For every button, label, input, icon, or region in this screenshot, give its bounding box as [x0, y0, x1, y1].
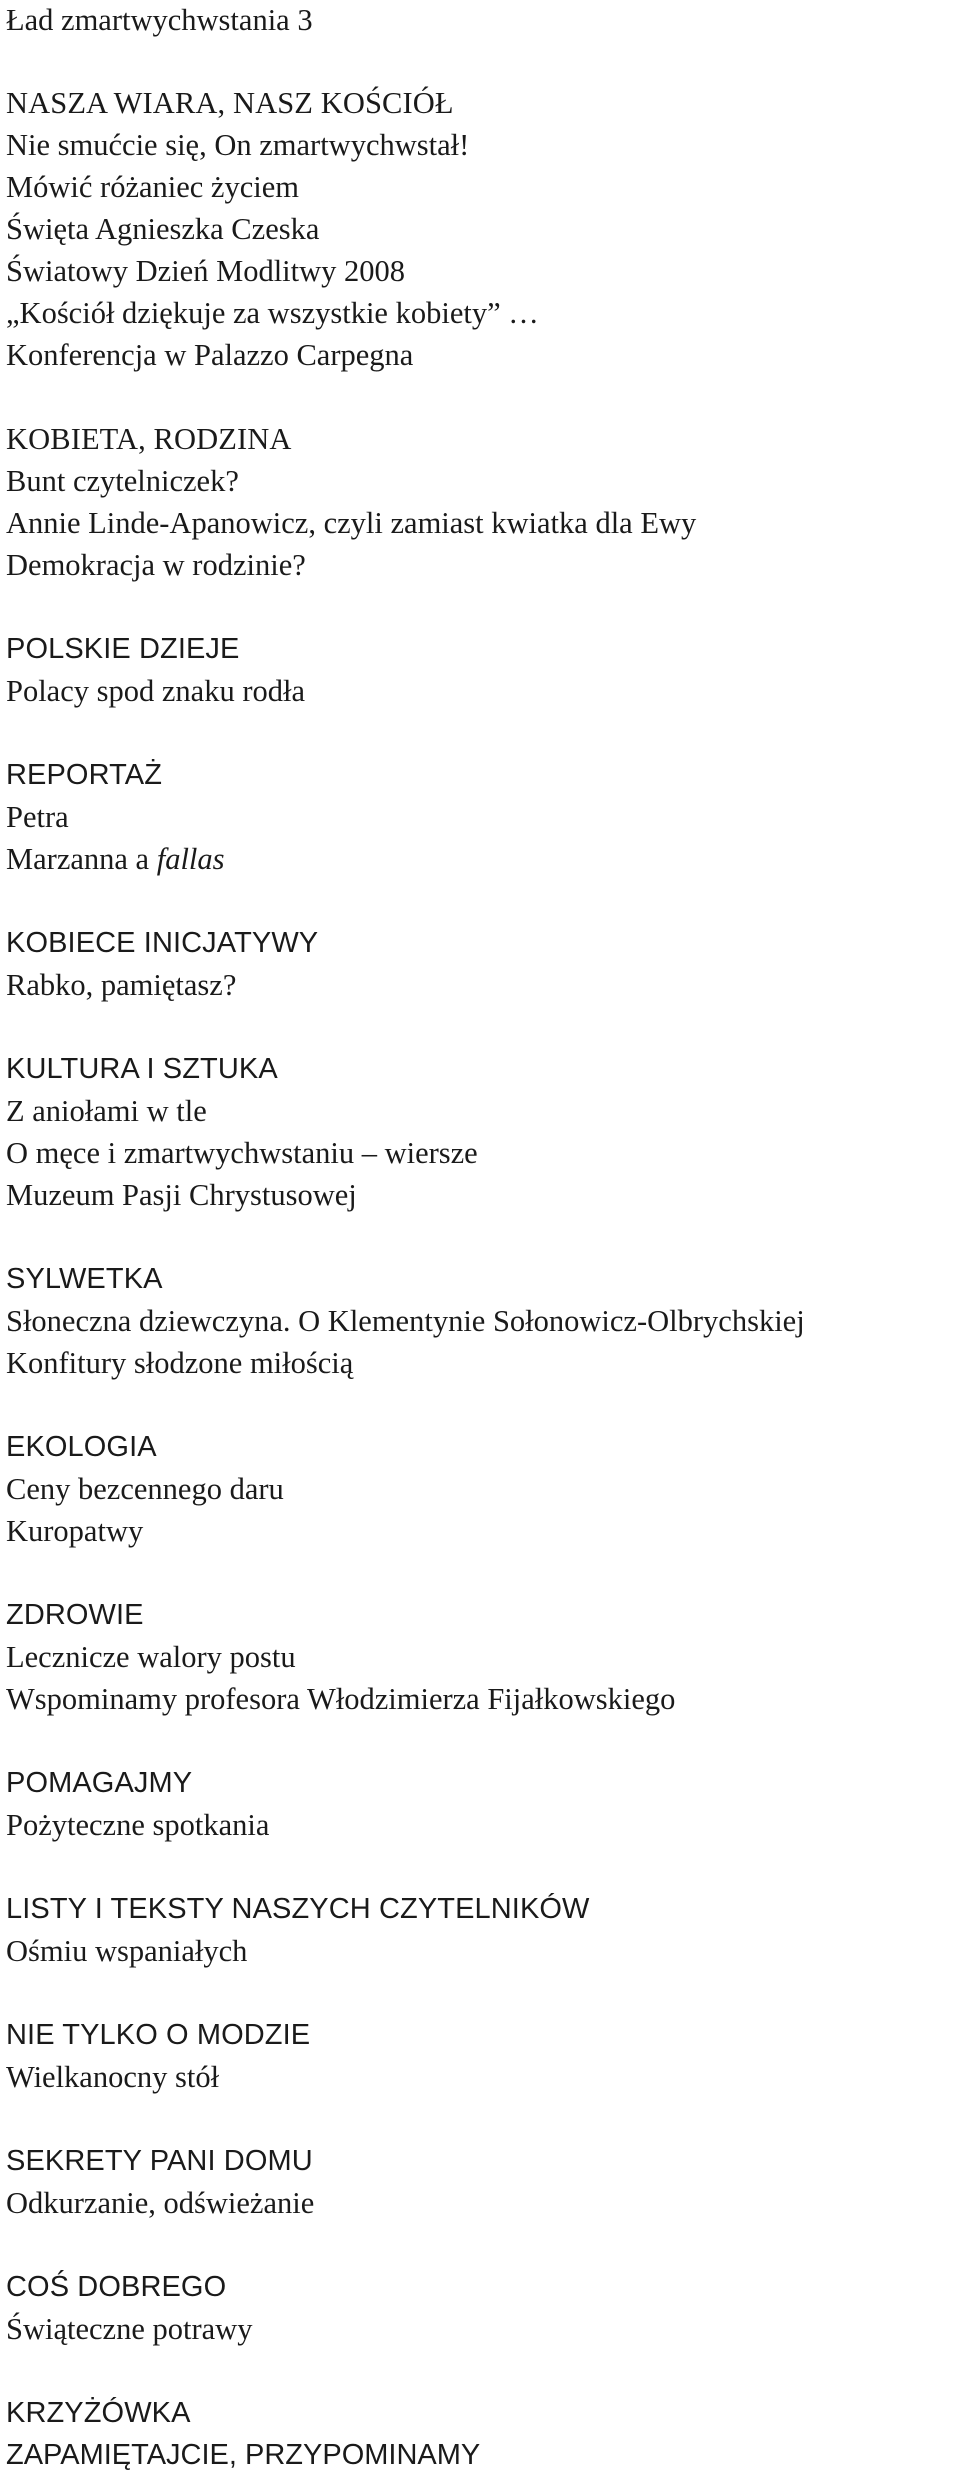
toc-item: Ceny bezcennego daru	[6, 1472, 284, 1506]
toc-item-text: Marzanna a	[6, 842, 157, 876]
toc-item: Świąteczne potrawy	[6, 2312, 253, 2346]
toc-item: ZAPAMIĘTAJCIE, PRZYPOMINAMY	[6, 2439, 481, 2471]
toc-item: O męce i zmartwychwstaniu – wiersze	[6, 1136, 478, 1170]
toc-item: Polacy spod znaku rodła	[6, 674, 305, 708]
toc-item	[6, 838, 956, 880]
section-ekologia	[6, 1426, 956, 1552]
toc-item: Światowy Dzień Modlitwy 2008	[6, 254, 406, 288]
section-zdrowie	[6, 1594, 956, 1720]
page-title: Ład zmartwychwstania 3	[6, 3, 313, 37]
section-heading: ZDROWIE	[6, 1599, 144, 1631]
toc-item: Demokracja w rodzinie?	[6, 548, 306, 582]
toc-item: Odkurzanie, odświeżanie	[6, 2186, 315, 2220]
toc-item: Annie Linde-Apanowicz, czyli zamiast kwiatka dla Ewy	[6, 506, 697, 540]
section-nasza-wiara	[6, 82, 956, 376]
section-kobiece-inicjatywy	[6, 922, 956, 1006]
section-heading: SYLWETKA	[6, 1263, 163, 1295]
toc-item: Święta Agnieszka Czeska	[6, 212, 320, 246]
toc-item: Wielkanocny stół	[6, 2060, 220, 2094]
section-krzyzowka	[6, 2392, 956, 2476]
section-listy-i-teksty	[6, 1888, 956, 1972]
section-sekrety-pani-domu	[6, 2140, 956, 2224]
toc-item: Ośmiu wspaniałych	[6, 1934, 248, 1968]
section-heading: POMAGAJMY	[6, 1767, 193, 1799]
section-heading: COŚ DOBREGO	[6, 2271, 227, 2303]
toc-item: Mówić różaniec życiem	[6, 170, 299, 204]
toc-item: Petra	[6, 800, 69, 834]
toc-item: Muzeum Pasji Chrystusowej	[6, 1178, 357, 1212]
section-sylwetka	[6, 1258, 956, 1384]
toc-item: „Kościół dziękuje za wszystkie kobiety” …	[6, 296, 539, 330]
section-heading: KRZYŻÓWKA	[6, 2397, 191, 2429]
table-of-contents	[6, 0, 956, 2476]
section-heading: KOBIETA, RODZINA	[6, 422, 292, 456]
section-nie-tylko-o-modzie	[6, 2014, 956, 2098]
section-heading: NIE TYLKO O MODZIE	[6, 2019, 311, 2051]
section-kobieta-rodzina	[6, 418, 956, 586]
section-heading: SEKRETY PANI DOMU	[6, 2145, 313, 2177]
toc-item: Z aniołami w tle	[6, 1094, 207, 1128]
toc-item: Lecznicze walory postu	[6, 1640, 296, 1674]
section-heading: REPORTAŻ	[6, 759, 163, 791]
section-cos-dobrego	[6, 2266, 956, 2350]
section-pomagajmy	[6, 1762, 956, 1846]
section-polskie-dzieje	[6, 628, 956, 712]
toc-item: Rabko, pamiętasz?	[6, 968, 237, 1002]
section-heading: EKOLOGIA	[6, 1431, 157, 1463]
section-reportaz	[6, 754, 956, 880]
section-heading: POLSKIE DZIEJE	[6, 633, 240, 665]
section-heading: KULTURA I SZTUKA	[6, 1053, 278, 1085]
toc-item: Wspominamy profesora Włodzimierza Fijałkowskiego	[6, 1682, 676, 1716]
toc-item: Kuropatwy	[6, 1514, 144, 1548]
section-heading: KOBIECE INICJATYWY	[6, 927, 319, 959]
toc-item: Pożyteczne spotkania	[6, 1808, 270, 1842]
section-kultura-i-sztuka	[6, 1048, 956, 1216]
toc-item: Konfitury słodzone miłością	[6, 1346, 354, 1380]
toc-item: Konferencja w Palazzo Carpegna	[6, 338, 414, 372]
section-heading: NASZA WIARA, NASZ KOŚCIÓŁ	[6, 86, 454, 120]
toc-item: Nie smućcie się, On zmartwychwstał!	[6, 128, 470, 162]
toc-item: Bunt czytelniczek?	[6, 464, 239, 498]
toc-item-italic-text: fallas	[156, 842, 225, 876]
toc-item: Słoneczna dziewczyna. O Klementynie Sołonowicz-Olbrychskiej	[6, 1304, 805, 1338]
section-heading: LISTY I TEKSTY NASZYCH CZYTELNIKÓW	[6, 1893, 590, 1925]
